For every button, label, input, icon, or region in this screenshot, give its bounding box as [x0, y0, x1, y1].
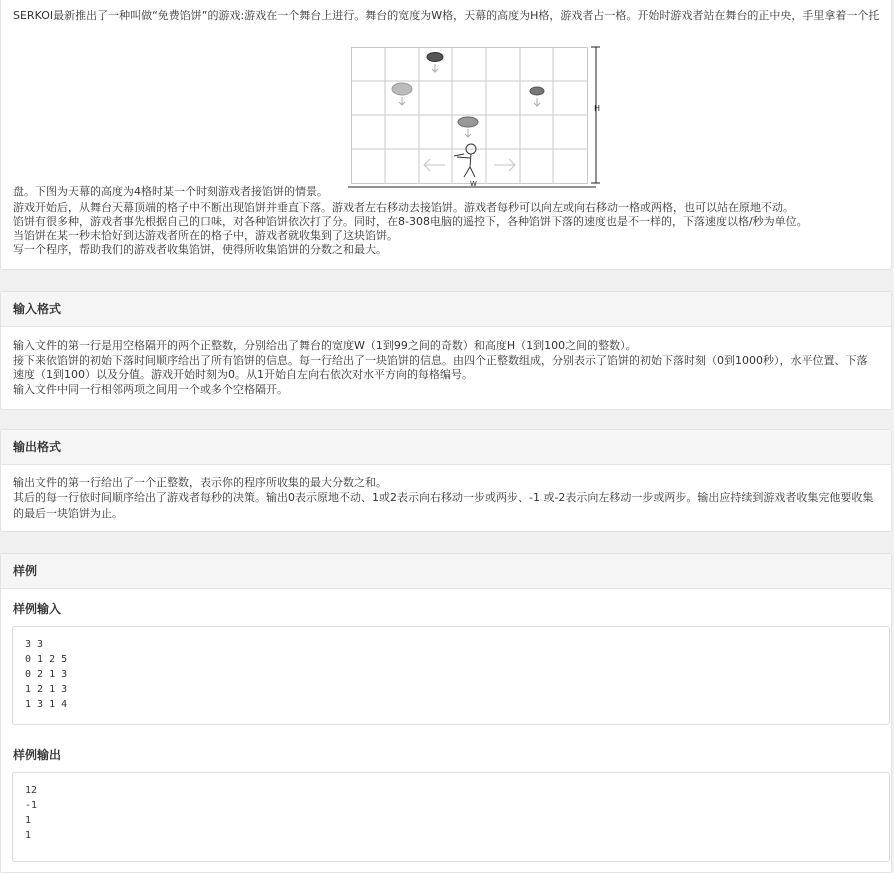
sample-input-line: 1 3 1 4	[25, 699, 68, 710]
pie-1	[427, 53, 443, 73]
move-arrows	[424, 159, 515, 171]
output-format-panel	[0, 429, 892, 532]
input-format-panel	[0, 291, 892, 410]
sample-input-line: 3 3	[25, 639, 44, 650]
description-panel	[0, 0, 892, 270]
sample-output-line: -1	[25, 800, 38, 811]
sample-input-line: 0 2 1 3	[25, 669, 68, 680]
width-label: W	[470, 180, 477, 188]
output-format-line-3: 的最后一块馅饼为止。	[13, 507, 123, 520]
pie-2	[392, 83, 412, 105]
game-figure	[346, 45, 611, 193]
sample-output-title: 样例输出	[13, 748, 62, 762]
sample-input-line: 1 2 1 3	[25, 684, 68, 695]
description-line-1: SERKOI最新推出了一种叫做“免费馅饼”的游戏:游戏在一个舞台上进行。舞台的宽度为W格，天幕的高度为H格，游戏者占一格。开始时游戏者站在舞台的正中央，手里拿着一个托	[13, 9, 880, 22]
input-format-line-4: 输入文件中同一行相邻两项之间用一个或多个空格隔开。	[13, 383, 288, 396]
input-format-line-2: 接下来依馅饼的初始下落时间顺序给出了所有馅饼的信息。每一行给出了一块馅饼的信息。由四个正整数组成，分别表示了馅饼的初始下落时刻（0到1000秒），水平位置、下落	[13, 354, 868, 367]
sample-output-line: 1	[25, 815, 32, 826]
sample-output-box[interactable]	[12, 772, 890, 862]
height-label: H	[594, 104, 601, 113]
pie-4	[458, 117, 478, 137]
input-format-line-3: 速度（1到100）以及分值。游戏开始时刻为0。从1开始自左向右依次对水平方向的每格编号。	[13, 368, 473, 381]
sample-input-box[interactable]	[12, 626, 890, 725]
pie-3	[530, 87, 544, 106]
sample-output-line: 12	[25, 785, 38, 796]
sample-output-line: 1	[25, 830, 32, 841]
input-format-title: 输入格式	[1, 292, 891, 327]
output-format-title: 输出格式	[1, 430, 891, 465]
description-line-6: 写一个程序，帮助我们的游戏者收集馅饼，使得所收集馅饼的分数之和最大。	[13, 243, 387, 256]
output-format-line-1: 输出文件的第一行给出了一个正整数，表示你的程序所收集的最大分数之和。	[13, 476, 387, 489]
sample-input-title: 样例输入	[13, 602, 62, 616]
sample-input-line: 0 1 2 5	[25, 654, 68, 665]
description-line-4: 馅饼有很多种，游戏者事先根据自己的口味，对各种馅饼依次打了分。同时，在8-308电脑的遥控下，各种馅饼下落的速度也是不一样的，下落速度以格/秒为单位。	[13, 215, 808, 228]
sample-panel	[0, 553, 892, 873]
sample-title: 样例	[1, 554, 891, 589]
output-format-line-2: 其后的每一行依时间顺序给出了游戏者每秒的决策。输出0表示原地不动、1或2表示向右移动一步或两步、-1 或-2表示向左移动一步或两步。输出应持续到游戏者收集完他要收集	[13, 491, 874, 504]
description-line-5: 当馅饼在某一秒末恰好到达游戏者所在的格子中，游戏者就收集到了这块馅饼。	[13, 229, 398, 242]
description-line-3: 游戏开始后，从舞台天幕顶端的格子中不断出现馅饼并垂直下落。游戏者左右移动去接馅饼。游戏者每秒可以向左或向右移动一格或两格，也可以站在原地不动。	[13, 201, 794, 214]
description-line-2: 盘。下图为天幕的高度为4格时某一个时刻游戏者接馅饼的情景。	[13, 185, 328, 198]
input-format-line-1: 输入文件的第一行是用空格隔开的两个正整数，分别给出了舞台的宽度W（1到99之间的奇数）和高度H（1到100之间的整数）。	[13, 339, 637, 352]
